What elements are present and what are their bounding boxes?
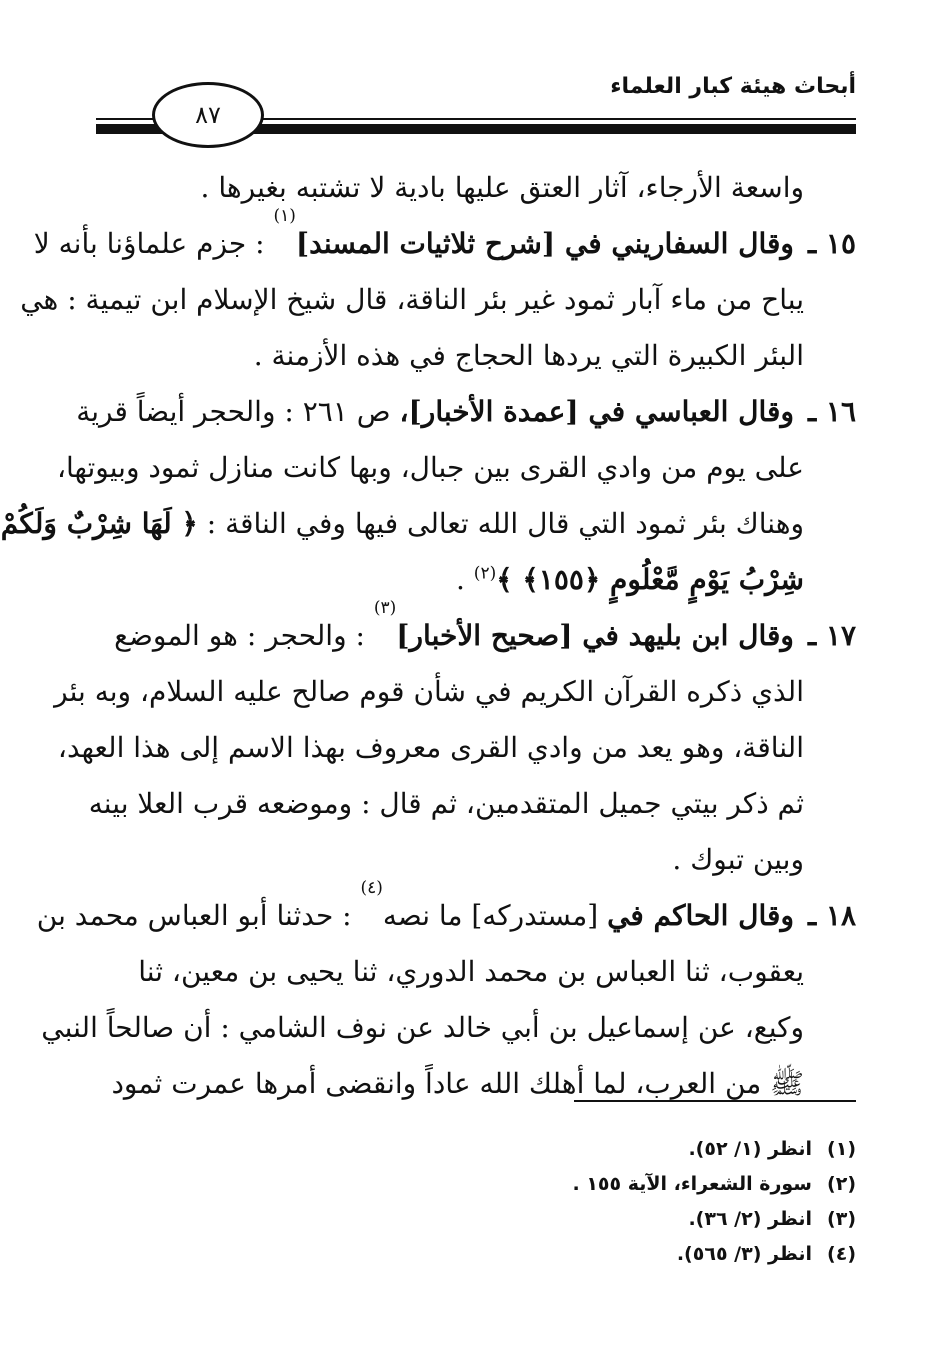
page-number: ٨٧ xyxy=(152,82,264,148)
footnote-ref: (٤) xyxy=(360,878,383,898)
footnote-ref: (١) xyxy=(273,206,296,226)
entry-text: : حدثنا أبو العباس محمد بن xyxy=(36,899,352,932)
footnote-number: (١) xyxy=(827,1138,856,1160)
running-title: أبحاث هيئة كبار العلماء xyxy=(610,74,856,99)
footnote-text: سورة الشعراء، الآية ١٥٥ . xyxy=(572,1173,812,1195)
entry-line: الناقة، وهو يعد من وادي القرى معروف بهذا الاسم إلى هذا العهد، xyxy=(57,731,804,764)
entry-17 xyxy=(54,598,856,888)
entry-text: ص ٢٦١ : والحجر أيضاً قرية xyxy=(76,395,391,428)
quran-verse: ﴿ لَهَا شِرْبٌ وَلَكُمْ xyxy=(0,507,198,540)
intro-line: واسعة الأرجاء، آثار العتق عليها بادية لا تشتبه بغيرها . xyxy=(200,171,804,204)
entry-line: يعقوب، ثنا العباس بن محمد الدوري، ثنا يحيى بن معين، ثنا xyxy=(138,955,804,988)
entry-heading: وقال السفاريني في [شرح ثلاثيات المسند] xyxy=(295,227,794,260)
page-header xyxy=(96,62,856,142)
entry-line: ﷺ من العرب، لما أهلك الله عاداً وانقضى أمرها عمرت ثمود xyxy=(111,1067,804,1100)
entry-line: على يوم من وادي القرى بين جبال، وبها كانت منازل ثمود وبيوتها، xyxy=(56,451,804,484)
footnote-item xyxy=(436,1167,856,1202)
footnotes xyxy=(436,1132,856,1272)
footnote-number: (٣) xyxy=(827,1208,856,1230)
entry-15 xyxy=(20,206,856,384)
footnote-separator xyxy=(574,1100,856,1102)
entry-heading: وقال الحاكم في xyxy=(607,899,794,932)
main-text xyxy=(0,160,856,1112)
footnote-number: (٤) xyxy=(827,1243,856,1265)
entry-text: : جزم علماؤنا بأنه لا xyxy=(33,227,265,260)
entry-heading-rest: [مستدركه] ما نصه xyxy=(382,899,599,932)
footnote-item xyxy=(436,1132,856,1167)
footnote-ref: (٢) xyxy=(473,563,497,584)
entry-line: يباح من ماء آبار ثمود غير بئر الناقة، قال شيخ الإسلام ابن تيمية : هي xyxy=(20,283,804,316)
entry-end: . xyxy=(455,563,474,596)
entry-line: وكيع، عن إسماعيل بن أبي خالد عن نوف الشامي : أن صالحاً النبي xyxy=(41,1011,804,1044)
entry-number: ١٧ ـ xyxy=(807,619,856,652)
footnote-item xyxy=(436,1237,856,1272)
entry-number: ١٨ ـ xyxy=(807,899,856,932)
entry-number: ١٦ ـ xyxy=(807,395,856,428)
entry-text: وهناك بئر ثمود التي قال الله تعالى فيها وفي الناقة : xyxy=(206,507,804,540)
footnote-text: انظر (٣/ ٥٦٥). xyxy=(676,1243,812,1265)
entry-number: ١٥ ـ xyxy=(807,227,856,260)
entry-16 xyxy=(0,384,856,608)
entry-18 xyxy=(36,878,856,1112)
entry-line: الذي ذكره القرآن الكريم في شأن قوم صالح عليه السلام، وبه بئر xyxy=(54,675,804,708)
entry-line: البئر الكبيرة التي يردها الحجاج في هذه الأزمنة . xyxy=(253,339,804,372)
entry-text: : والحجر : هو الموضع xyxy=(114,619,365,652)
entry-line xyxy=(0,496,856,552)
entry-line: ثم ذكر بيتي جميل المتقدمين، ثم قال : وموضعه قرب العلا بينه xyxy=(88,787,804,820)
footnote-text: انظر (٢/ ٣٦). xyxy=(688,1208,812,1230)
entry-line xyxy=(96,552,856,608)
entry-heading: وقال العباسي في [عمدة الأخبار]، xyxy=(399,395,794,428)
quran-verse: شِرْبُ يَوْمٍ مَّعْلُومٍ ﴿١٥٥﴾ ﴾ xyxy=(496,563,804,596)
entry-first-line xyxy=(33,206,856,272)
footnote-item xyxy=(436,1202,856,1237)
entry-first-line xyxy=(96,598,856,664)
entry-line: وبين تبوك . xyxy=(672,843,804,876)
footnote-number: (٢) xyxy=(827,1173,856,1195)
footnote-text: انظر (١/ ٥٢). xyxy=(688,1138,812,1160)
entry-heading: وقال ابن بليهد في [صحيح الأخبار] xyxy=(396,619,794,652)
entry-first-line xyxy=(76,384,856,440)
entry-first-line xyxy=(36,878,856,944)
footnote-ref: (٣) xyxy=(373,598,397,618)
